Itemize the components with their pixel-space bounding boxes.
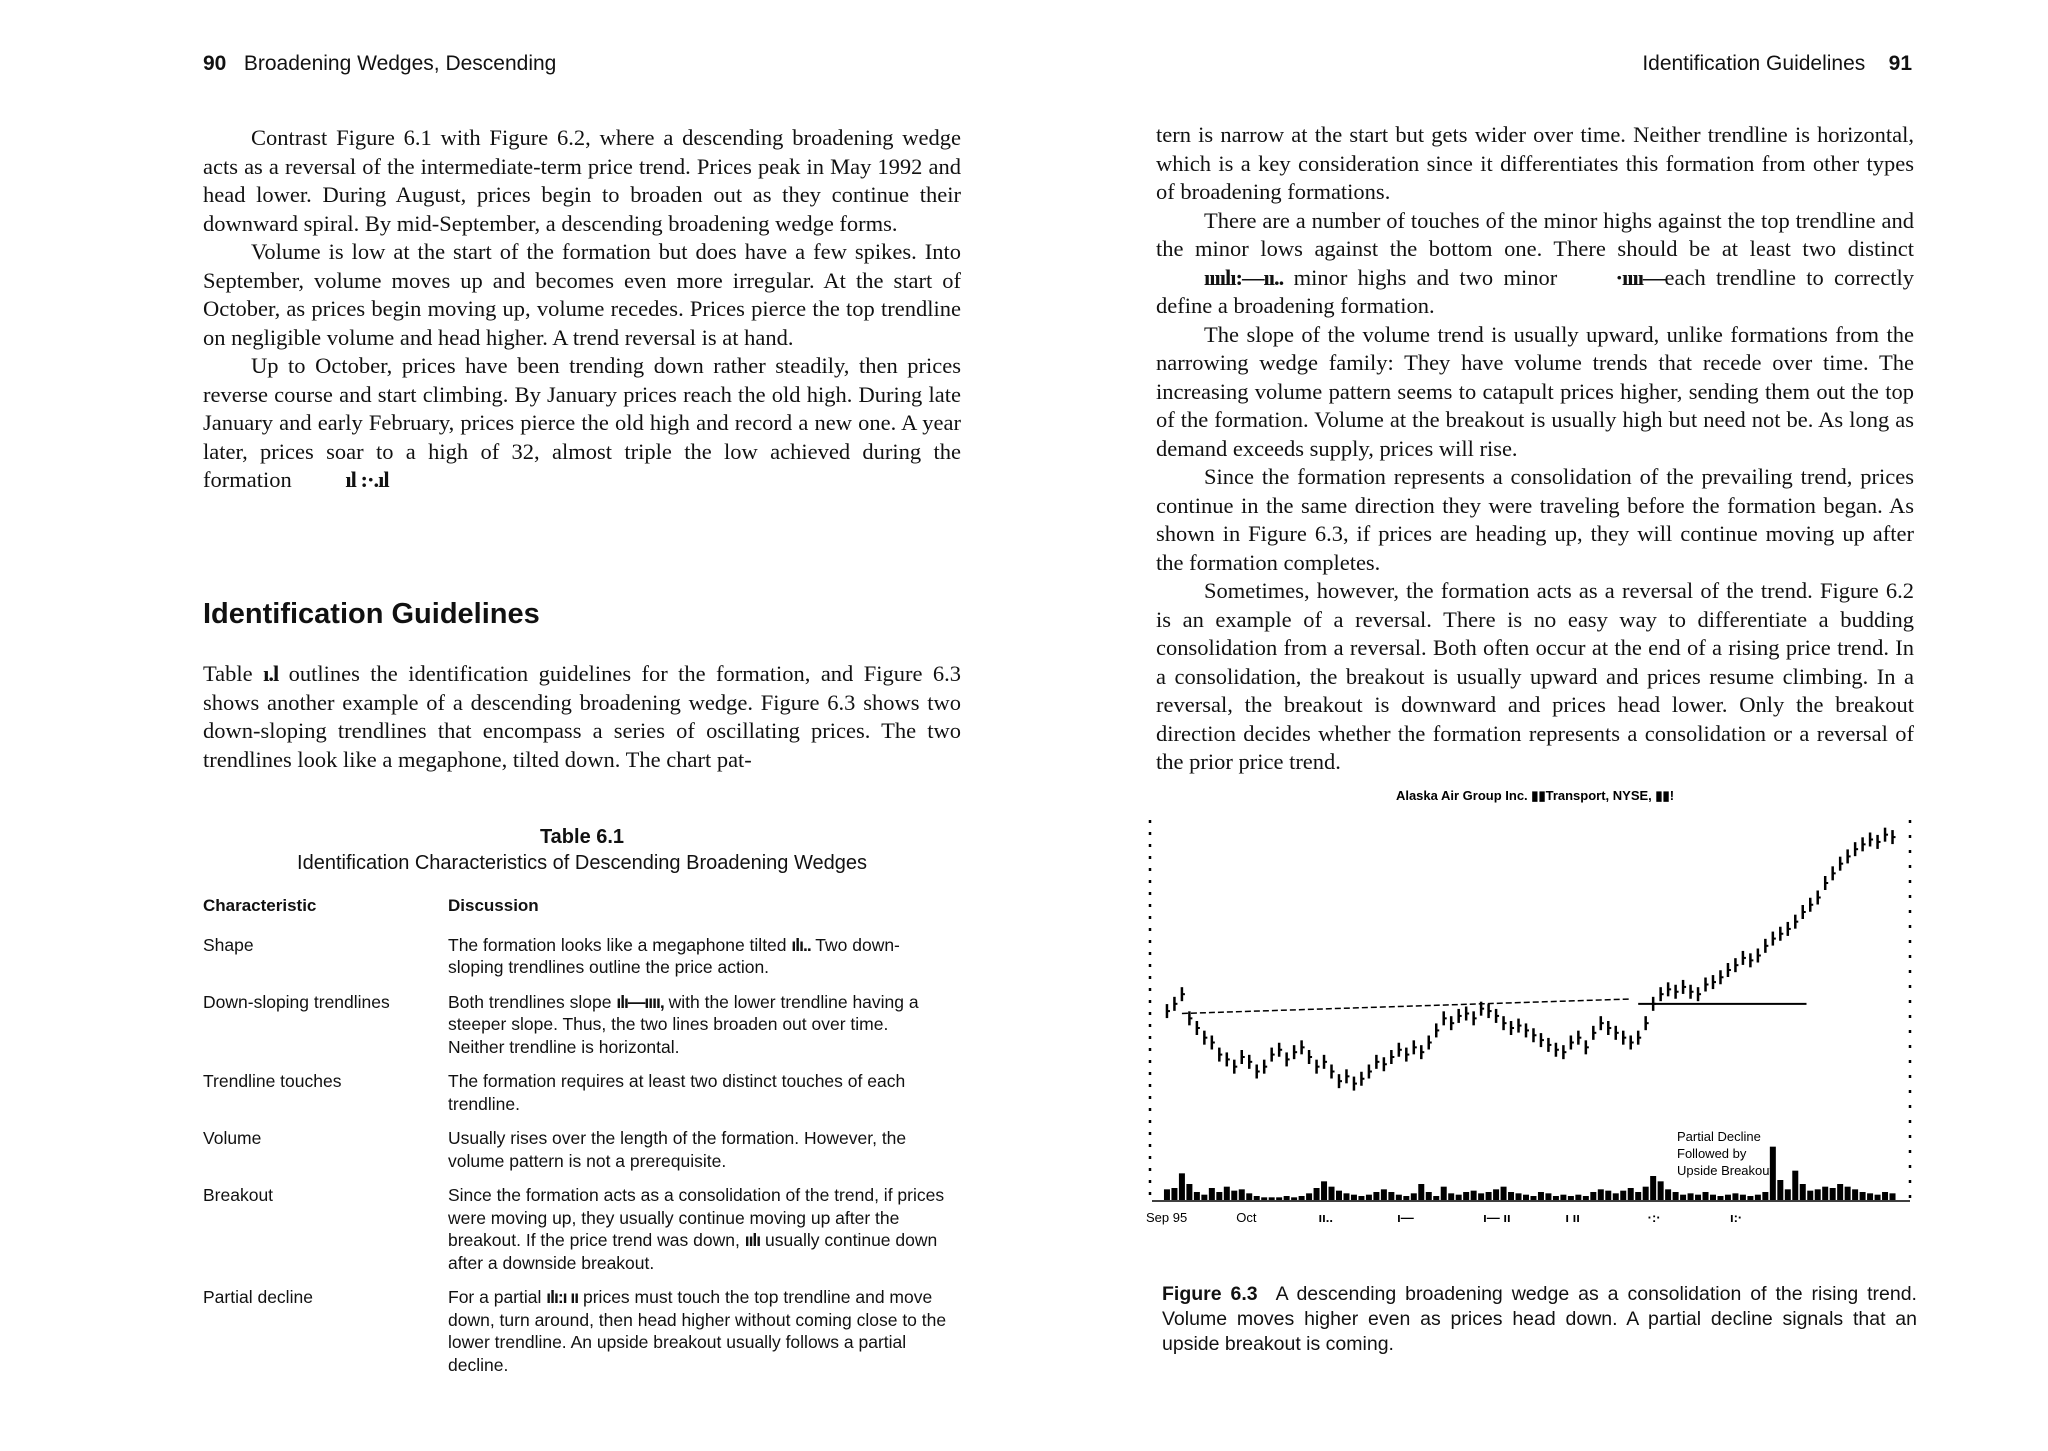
table-title: Table 6.1 bbox=[539, 826, 625, 848]
volume-bar bbox=[1314, 1188, 1320, 1200]
table-cell-discussion bbox=[448, 1184, 948, 1274]
table-row bbox=[203, 1070, 963, 1115]
discussion-text: Usually rises over the length of the formation. However, the volume pattern is not a prerequisite. bbox=[448, 1128, 907, 1171]
volume-bar bbox=[1890, 1193, 1896, 1200]
volume-bar bbox=[1688, 1193, 1694, 1200]
volume-bar bbox=[1254, 1196, 1260, 1200]
paragraph-text: Up to October, prices have been trending down rather steadily, then prices reverse course and start climbing. By January prices reach the old high. During late January and early February, prices pierce the old high and record a new one. A year later, prices soar to a high of 32, almost triple the low achieved during the formation bbox=[203, 353, 961, 492]
trendlines bbox=[1150, 820, 1910, 1200]
volume-bar bbox=[1643, 1187, 1649, 1200]
volume-bar bbox=[1403, 1196, 1409, 1200]
volume-bar bbox=[1291, 1197, 1297, 1200]
volume-bar bbox=[1680, 1195, 1686, 1200]
volume-bar bbox=[1418, 1184, 1424, 1200]
volume-bar bbox=[1792, 1171, 1798, 1200]
volume-bar bbox=[1545, 1193, 1551, 1200]
volume-bar bbox=[1246, 1193, 1252, 1200]
page-number-right: 91 bbox=[1888, 52, 1912, 75]
table-cell-discussion bbox=[448, 991, 948, 1059]
table-cell-characteristic: Volume bbox=[203, 1128, 262, 1148]
table-header-characteristic: Characteristic bbox=[203, 896, 317, 915]
x-axis bbox=[1146, 1201, 1910, 1225]
volume-bar bbox=[1388, 1192, 1394, 1200]
volume-bar bbox=[1845, 1187, 1851, 1200]
volume-bar bbox=[1875, 1195, 1881, 1200]
garbled-text: ılı—ıııı, bbox=[616, 991, 664, 1012]
top-trendline bbox=[1182, 999, 1631, 1014]
volume-bar bbox=[1171, 1188, 1177, 1200]
volume-bar bbox=[1613, 1193, 1619, 1200]
volume-bar bbox=[1463, 1192, 1469, 1200]
paragraph: Contrast Figure 6.1 with Figure 6.2, where a descending broadening wedge acts as a reversal of the intermediate-term price trend. Prices peak in May 1992 and head lower. During August, prices begin to broaden out as they continue their downward spiral. By mid-September, a descending broadening wedge forms. bbox=[203, 125, 961, 236]
discussion-text: Since the formation acts as a consolidation of the trend, if prices were moving up, they usually continue moving up after the breakout. If the price trend was down, bbox=[448, 1185, 945, 1250]
volume-bar bbox=[1493, 1189, 1499, 1200]
garbled-text: ılı:ı ıı bbox=[546, 1287, 579, 1307]
volume-bar bbox=[1186, 1184, 1192, 1200]
volume-bar bbox=[1747, 1196, 1753, 1200]
paragraph: Volume is low at the start of the formation but does have a few spikes. Into September, volume moves up and becomes even more irregular. At the start of October, as prices begin moving up, volume recedes. Prices pierce the top trendline on negligible volume and head higher. A trend reversal is at hand. bbox=[203, 239, 961, 350]
volume-bar bbox=[1358, 1196, 1364, 1200]
discussion-text: For a partial bbox=[448, 1287, 542, 1307]
volume-bar bbox=[1516, 1193, 1522, 1200]
volume-bar bbox=[1815, 1189, 1821, 1200]
table-subtitle: Identification Characteristics of Descending Broadening Wedges bbox=[297, 852, 867, 874]
volume-bar bbox=[1673, 1192, 1679, 1200]
running-head-right-title: Identification Guidelines bbox=[1642, 52, 1866, 75]
discussion-text: with the lower trendline having a steeper slope. Thus, the two lines broaden out over time. Neither trendline is horizontal. bbox=[448, 991, 919, 1057]
volume-bar bbox=[1351, 1195, 1357, 1200]
x-tick-label: ıı.. bbox=[1318, 1210, 1334, 1225]
section-heading: Identification Guidelines bbox=[203, 598, 540, 630]
volume-bar bbox=[1762, 1192, 1768, 1200]
table-cell-discussion bbox=[448, 1070, 948, 1115]
paragraph bbox=[203, 352, 961, 495]
volume-bar bbox=[1560, 1195, 1566, 1200]
volume-bar bbox=[1508, 1192, 1514, 1200]
volume-bar bbox=[1216, 1192, 1222, 1200]
garbled-text: ıılı bbox=[744, 1230, 761, 1250]
volume-bar bbox=[1239, 1189, 1245, 1200]
annotation-line: Upside Breakout bbox=[1677, 1163, 1774, 1178]
paragraph: The slope of the volume trend is usually upward, unlike formations from the narrowing wedge family: They have volume trends that recede over time. The increasing volume pattern seems to catapult prices higher, sending them out the top of the formation. Volume at the breakout is usually high but need not be. As long as demand exceeds supply, prices will rise. bbox=[1156, 321, 1914, 461]
table-row bbox=[203, 1184, 963, 1274]
volume-bar bbox=[1179, 1173, 1185, 1200]
chart-title: Alaska Air Group Inc. ▮▮Transport, NYSE, ▮▮! bbox=[1395, 788, 1675, 803]
table-cell-characteristic: Down-sloping trendlines bbox=[203, 991, 390, 1012]
discussion-text: The formation looks like a megaphone tilted bbox=[448, 934, 787, 955]
x-tick-label: ı— bbox=[1397, 1210, 1414, 1225]
volume-bar bbox=[1194, 1192, 1200, 1200]
paragraph: tern is narrow at the start but gets wider over time. Neither trendline is horizontal, which is a key consideration since it differentiates this formation from other types of broadening formations. bbox=[1156, 122, 1914, 204]
volume-bar bbox=[1755, 1195, 1761, 1200]
volume-bar bbox=[1665, 1189, 1671, 1200]
volume-bar bbox=[1530, 1196, 1536, 1200]
table-cell-discussion bbox=[448, 934, 948, 979]
price-series bbox=[1167, 828, 1896, 1091]
x-tick-label: ·:· bbox=[1647, 1210, 1661, 1225]
left-body-text bbox=[203, 124, 961, 495]
table-cell-discussion bbox=[448, 1286, 948, 1376]
volume-bar bbox=[1830, 1188, 1836, 1200]
volume-bar bbox=[1717, 1196, 1723, 1200]
paragraph-text: each trendline to correctly define a broadening formation. bbox=[1156, 264, 1915, 318]
volume-bar bbox=[1800, 1184, 1806, 1200]
paragraph: Sometimes, however, the formation acts as a reversal of the trend. Figure 6.2 is an example of a reversal. There is no easy way to differentiate a budding consolidation from a reversal. Both often occur at the end of a rising price trend. In a consolidation, the breakout is usually upward and prices resume climbing. In a reversal, the breakout is downward and prices head lower. Only the breakout direction decides whether the formation represents a consolidation or a reversal of the prior price trend. bbox=[1156, 578, 1914, 774]
garbled-text: ılı.. bbox=[791, 934, 811, 955]
x-tick-label: ı:· bbox=[1729, 1210, 1743, 1225]
volume-bar bbox=[1740, 1195, 1746, 1200]
volume-bar bbox=[1575, 1195, 1581, 1200]
volume-bar bbox=[1501, 1187, 1507, 1200]
figure-caption bbox=[1162, 1282, 1917, 1357]
volume-bar bbox=[1441, 1187, 1447, 1200]
paragraph-text: Table bbox=[203, 661, 253, 686]
volume-bar bbox=[1710, 1195, 1716, 1200]
volume-bar bbox=[1396, 1195, 1402, 1200]
volume-bar bbox=[1725, 1195, 1731, 1200]
volume-bar bbox=[1695, 1195, 1701, 1200]
table-row bbox=[203, 934, 963, 979]
volume-bar bbox=[1777, 1180, 1783, 1200]
volume-bar bbox=[1201, 1195, 1207, 1200]
table-cell-characteristic: Shape bbox=[203, 934, 254, 955]
volume-bar bbox=[1224, 1187, 1230, 1200]
paragraph-after-heading bbox=[203, 660, 961, 774]
figure-6-3-chart bbox=[1140, 785, 1930, 1265]
garbled-text: ·ıııı— bbox=[1615, 264, 1665, 290]
volume-bar bbox=[1329, 1187, 1335, 1200]
discussion-text: Both trendlines slope bbox=[448, 991, 612, 1012]
volume-bar bbox=[1807, 1191, 1813, 1200]
volume-bar bbox=[1343, 1193, 1349, 1200]
volume-bar bbox=[1860, 1192, 1866, 1200]
running-head-left bbox=[203, 52, 556, 76]
garbled-text: ıııılı:—ıı.. bbox=[1204, 264, 1284, 290]
volume-bar bbox=[1381, 1189, 1387, 1200]
volume-bar bbox=[1867, 1193, 1873, 1200]
figure-label: Figure 6.3 bbox=[1162, 1283, 1258, 1305]
volume-bar bbox=[1523, 1195, 1529, 1200]
discussion-text: usually continue down after a downside breakout. bbox=[448, 1230, 938, 1273]
volume-bar bbox=[1605, 1191, 1611, 1200]
volume-bar bbox=[1837, 1184, 1843, 1200]
volume-bar bbox=[1620, 1191, 1626, 1200]
garbled-text: ı.l bbox=[263, 661, 279, 686]
volume-bar bbox=[1583, 1196, 1589, 1200]
paragraph bbox=[1156, 207, 1914, 321]
garbled-text: ıl :·.ıl bbox=[345, 467, 389, 492]
x-tick-label: Oct bbox=[1236, 1210, 1257, 1225]
table-cell-discussion bbox=[448, 1127, 948, 1172]
volume-bar bbox=[1269, 1197, 1275, 1200]
x-tick-label: ı— ıı bbox=[1483, 1210, 1511, 1225]
volume-bar bbox=[1553, 1196, 1559, 1200]
volume-bar bbox=[1276, 1197, 1282, 1200]
volume-bar bbox=[1306, 1193, 1312, 1200]
running-head-right bbox=[1642, 52, 1912, 76]
discussion-text: prices must touch the top trendline and move down, turn around, then head higher without coming close to the lower trendline. An upside breakout usually follows a partial decline. bbox=[448, 1287, 947, 1375]
annotation-line: Followed by bbox=[1677, 1146, 1747, 1161]
x-tick-label: Sep 95 bbox=[1146, 1210, 1188, 1225]
page-number-left: 90 bbox=[203, 52, 227, 75]
table-cell-characteristic: Trendline touches bbox=[203, 1071, 342, 1091]
table-header-discussion: Discussion bbox=[448, 896, 539, 915]
right-body-text bbox=[1156, 121, 1914, 777]
volume-bar bbox=[1598, 1189, 1604, 1200]
volume-bar bbox=[1650, 1176, 1656, 1200]
volume-bar bbox=[1366, 1195, 1372, 1200]
table-header-row bbox=[203, 895, 963, 918]
paragraph-text: minor highs and two minor bbox=[1293, 264, 1558, 290]
table-cell-characteristic: Partial decline bbox=[203, 1287, 313, 1307]
volume-bar bbox=[1299, 1196, 1305, 1200]
volume-bar bbox=[1164, 1189, 1170, 1200]
discussion-text: Two down-sloping trendlines outline the price action. bbox=[448, 934, 900, 977]
volume-bar bbox=[1411, 1193, 1417, 1200]
volume-bar bbox=[1471, 1191, 1477, 1200]
volume-bar bbox=[1852, 1189, 1858, 1200]
table-row bbox=[203, 1127, 963, 1172]
volume-bar bbox=[1635, 1192, 1641, 1200]
volume-bar bbox=[1478, 1193, 1484, 1200]
volume-bar bbox=[1456, 1195, 1462, 1200]
volume-bar bbox=[1486, 1192, 1492, 1200]
table-cell-characteristic: Breakout bbox=[203, 1185, 274, 1205]
volume-bar bbox=[1261, 1197, 1267, 1200]
volume-bar bbox=[1284, 1196, 1290, 1200]
volume-bar bbox=[1373, 1192, 1379, 1200]
paragraph-text: There are a number of touches of the minor highs against the top trendline and the minor lows against the bottom one. There should be at least two distinct bbox=[1156, 207, 1914, 261]
volume-bar bbox=[1336, 1191, 1342, 1200]
volume-bar bbox=[1822, 1187, 1828, 1200]
paragraph-text: outlines the identification guidelines for the formation, and Figure 6.3 shows another example of a descending broadening wedge. Figure 6.3 shows two down-sloping trendlines that encompass a series of oscillating prices. The two trendlines look like a megaphone, tilted down. The chart pat- bbox=[203, 661, 962, 772]
table-row bbox=[203, 1286, 963, 1376]
volume-bar bbox=[1732, 1193, 1738, 1200]
chart-annotation bbox=[1677, 1129, 1773, 1178]
volume-bar bbox=[1658, 1181, 1664, 1200]
volume-bar bbox=[1568, 1196, 1574, 1200]
volume-bar bbox=[1321, 1181, 1327, 1200]
x-tick-label: ı ıı bbox=[1565, 1210, 1580, 1225]
volume-bar bbox=[1448, 1193, 1454, 1200]
volume-bar bbox=[1538, 1192, 1544, 1200]
figure-caption-text: A descending broadening wedge as a consolidation of the rising trend. Volume moves higher even as prices head down. A partial decline signals that an upside breakout is coming. bbox=[1162, 1283, 1917, 1355]
volume-bar bbox=[1785, 1189, 1791, 1200]
chart-svg bbox=[1140, 785, 1930, 1265]
table-row bbox=[203, 991, 963, 1059]
identification-table bbox=[203, 895, 963, 1388]
volume-bar bbox=[1433, 1196, 1439, 1200]
volume-bar bbox=[1590, 1192, 1596, 1200]
volume-bar bbox=[1209, 1188, 1215, 1200]
volume-bar bbox=[1426, 1192, 1432, 1200]
paragraph: Since the formation represents a consolidation of the prevailing trend, prices continue in the same direction they were traveling before the formation began. As shown in Figure 6.3, if prices are heading up, they will continue moving up after the formation completes. bbox=[1156, 464, 1914, 575]
discussion-text: The formation requires at least two distinct touches of each trendline. bbox=[448, 1071, 906, 1114]
volume-bar bbox=[1231, 1191, 1237, 1200]
volume-bar bbox=[1882, 1192, 1888, 1200]
annotation-line: Partial Decline bbox=[1677, 1129, 1761, 1144]
volume-bar bbox=[1628, 1188, 1634, 1200]
volume-series bbox=[1164, 1147, 1896, 1200]
volume-bar bbox=[1703, 1192, 1709, 1200]
running-head-left-title: Broadening Wedges, Descending bbox=[243, 52, 557, 75]
